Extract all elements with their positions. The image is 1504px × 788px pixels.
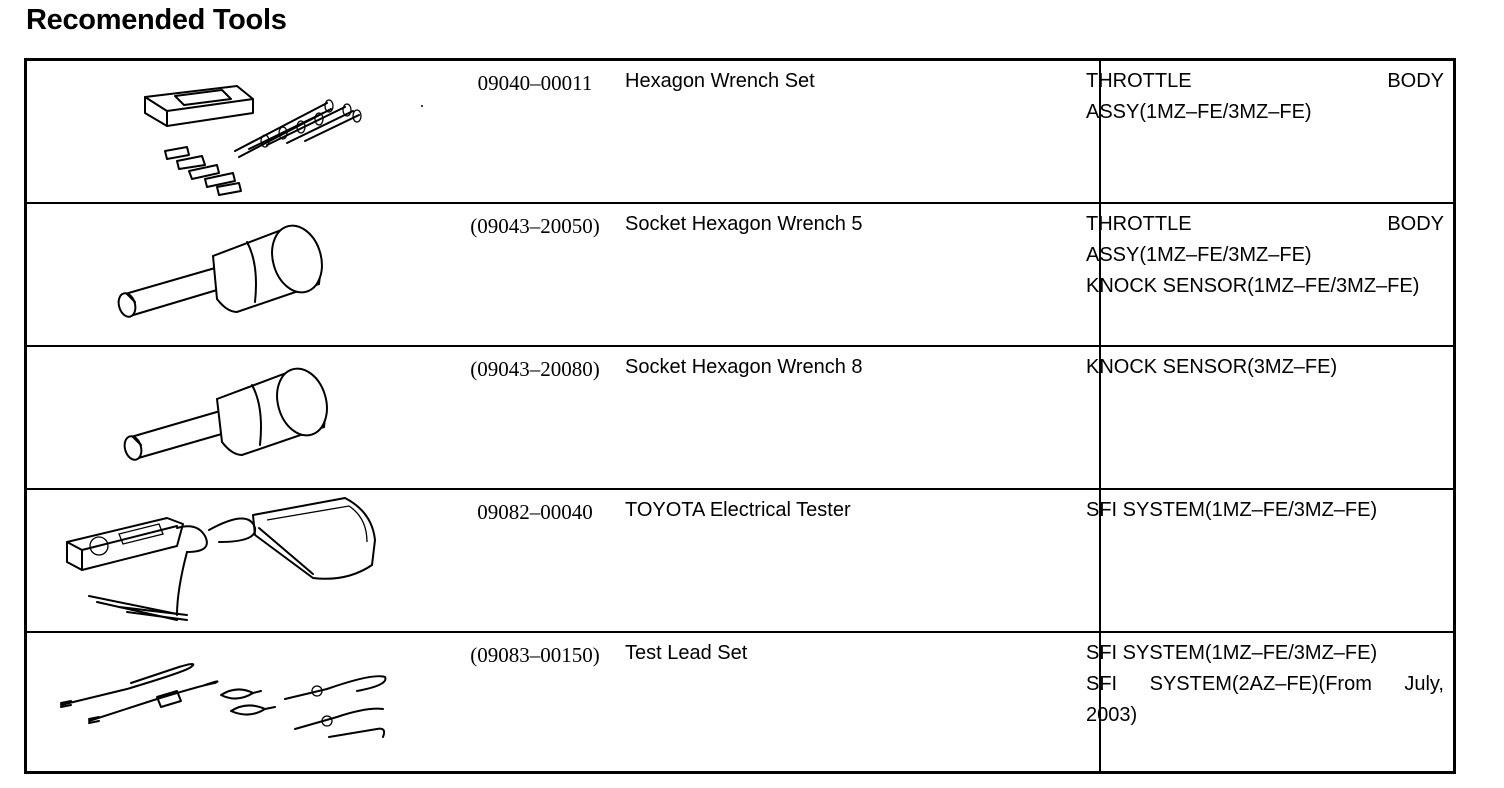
usage-line: KNOCK SENSOR(1MZ–FE/3MZ–FE) [1086, 275, 1420, 297]
usage-list [1086, 209, 1444, 302]
table-row [27, 347, 1453, 490]
usage-line: SFI SYSTEM(2AZ–FE)(From July, [1086, 673, 1444, 695]
tool-name: TOYOTA Electrical Tester [625, 499, 851, 521]
usage-line: KNOCK SENSOR(3MZ–FE) [1086, 356, 1338, 378]
usage-line: ASSY(1MZ–FE/3MZ–FE) [1086, 101, 1312, 123]
part-number: (09043–20080) [470, 357, 600, 381]
test-lead-set-illustration [27, 633, 427, 773]
tools-table [24, 58, 1456, 774]
usage-list [1086, 352, 1444, 383]
table-row [27, 61, 1453, 204]
socket-hexagon-wrench-illustration [27, 204, 427, 344]
table-row [27, 490, 1453, 633]
socket-hexagon-wrench-illustration [27, 347, 427, 487]
usage-line: SFI SYSTEM(1MZ–FE/3MZ–FE) [1086, 642, 1378, 664]
part-number: 09040–00011 [477, 71, 593, 95]
part-number: (09083–00150) [470, 643, 600, 667]
electrical-tester-illustration [27, 490, 427, 630]
usage-list [1086, 638, 1444, 731]
tool-name: Test Lead Set [625, 642, 748, 664]
usage-line: THROTTLE BODY [1086, 70, 1444, 92]
usage-list [1086, 495, 1444, 526]
part-number: (09043–20050) [470, 214, 600, 238]
usage-list [1086, 66, 1444, 128]
tool-name: Socket Hexagon Wrench 8 [625, 356, 863, 378]
usage-line: SFI SYSTEM(1MZ–FE/3MZ–FE) [1086, 499, 1378, 521]
hexagon-wrench-set-illustration [27, 61, 427, 201]
tool-name: Hexagon Wrench Set [625, 70, 815, 92]
part-number: 09082–00040 [477, 500, 593, 524]
page-title: Recomended Tools [26, 4, 287, 36]
usage-line: THROTTLE BODY [1086, 213, 1444, 235]
usage-line: 2003) [1086, 704, 1138, 726]
tool-name: Socket Hexagon Wrench 5 [625, 213, 863, 235]
table-row [27, 633, 1453, 776]
usage-line: ASSY(1MZ–FE/3MZ–FE) [1086, 244, 1312, 266]
table-row [27, 204, 1453, 347]
